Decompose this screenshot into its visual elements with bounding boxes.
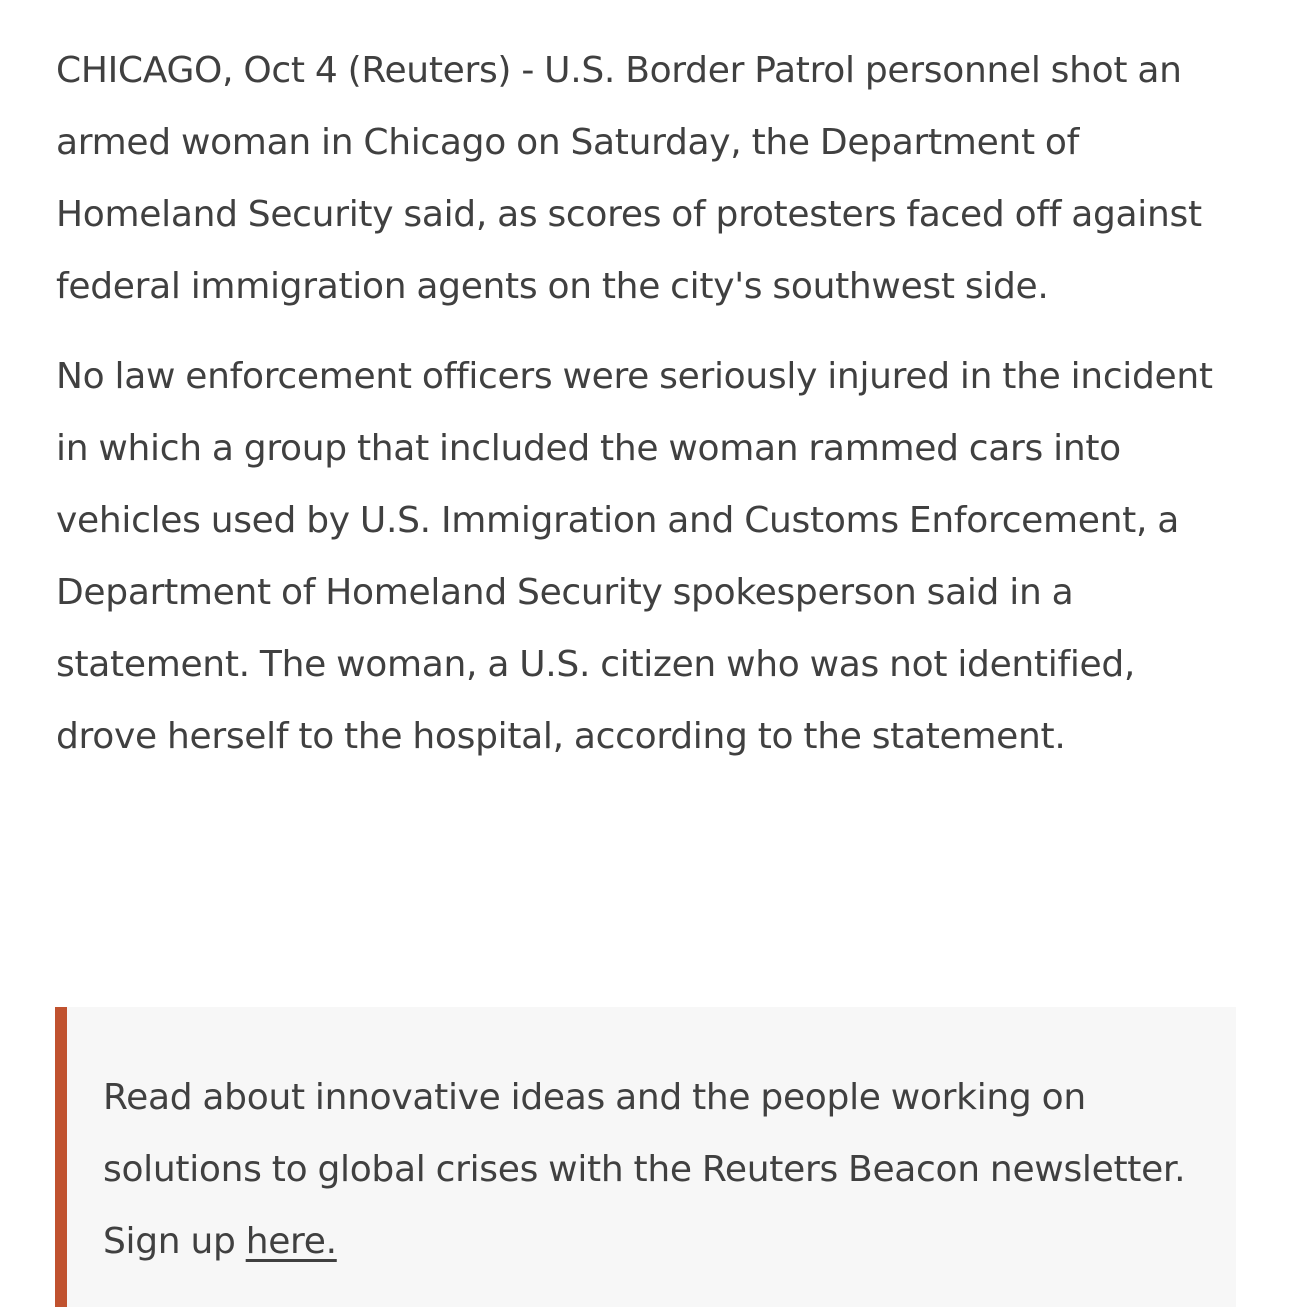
newsletter-callout-message: Read about innovative ideas and the people working on solutions to global crises with the Reuters Beacon newsletter. Sign up (103, 1077, 1186, 1262)
article-body (56, 35, 1236, 773)
newsletter-callout (55, 1007, 1236, 1307)
newsletter-callout-text (103, 1062, 1213, 1278)
article-paragraph-2: No law enforcement officers were seriously injured in the incident in which a group that included the woman rammed cars into vehicles used by U.S. Immigration and Customs Enforcement, a Department of Homeland Security spokesperson said in a statement. The woman, a U.S. citizen who was not identified, drove herself to the hospital, according to the statement. (56, 356, 1213, 757)
article-paragraph-1: CHICAGO, Oct 4 (Reuters) - U.S. Border Patrol personnel shot an armed woman in Chicago on Saturday, the Department of Homeland Security said, as scores of protesters faced off against federal immigration agents on the city's southwest side. (56, 50, 1202, 307)
newsletter-signup-link[interactable]: here. (245, 1221, 337, 1262)
